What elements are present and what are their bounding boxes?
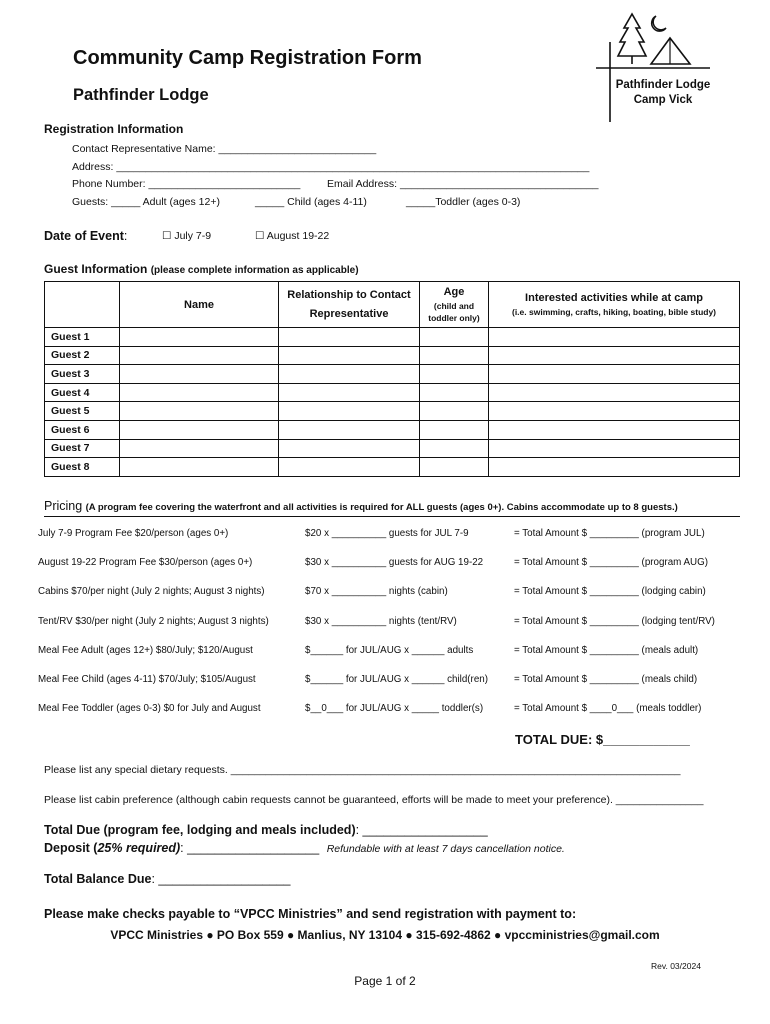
pricing-calculation[interactable]: $20 x __________ guests for JUL 7-9 [305,528,469,539]
header-age-sub2: toddler only) [428,313,480,323]
header-age-title: Age [443,286,465,298]
rep-name-field[interactable]: Contact Representative Name: ___________________________ [72,143,377,155]
guest-age-cell[interactable] [420,458,489,477]
guests-toddler-field[interactable]: _____Toddler (ages 0-3) [406,196,521,208]
guest-row [45,365,740,384]
pricing-description: July 7-9 Program Fee $20/person (ages 0+) [38,528,229,539]
event-label-text: Date of Event [44,229,124,243]
guest-age-cell[interactable] [420,439,489,458]
deposit-line: : ___________________ [180,841,320,855]
total-due[interactable]: TOTAL DUE: $____________ [515,732,690,747]
guest-relationship-cell[interactable] [279,346,420,365]
balance-line: : ___________________ [151,872,291,886]
guest-relationship-cell[interactable] [279,365,420,384]
page-title: Community Camp Registration Form [73,47,422,69]
pricing-description: Cabins $70/per night (July 2 nights; August 3 nights) [38,586,265,597]
event-option-july[interactable]: ☐ July 7-9 [162,230,212,242]
header-relationship [279,282,420,328]
guest-name-cell[interactable] [120,439,279,458]
guest-row [45,458,740,477]
guest-name-cell[interactable] [120,420,279,439]
deposit-label: Deposit ( [44,841,98,855]
guest-row-label: Guest 6 [45,420,120,439]
guest-relationship-cell[interactable] [279,439,420,458]
guest-age-cell[interactable] [420,365,489,384]
pricing-note: (A program fee covering the waterfront and all activities is required for ALL guests (ages 0+). Cabins accommodate up to 8 guests.) [85,502,678,513]
guest-age-cell[interactable] [420,346,489,365]
header-activities [489,282,740,328]
guest-name-cell[interactable] [120,328,279,347]
guest-row-label: Guest 5 [45,402,120,421]
event-date-label [44,229,127,243]
guest-row-label: Guest 3 [45,365,120,384]
pricing-title: Pricing [44,499,83,513]
guest-age-cell[interactable] [420,420,489,439]
logo-line-2: Camp Vick [633,94,693,106]
header-relationship-line1: Relationship to Contact [287,289,411,301]
guest-relationship-cell[interactable] [279,402,420,421]
guest-age-cell[interactable] [420,402,489,421]
summary-total-due[interactable] [44,823,488,837]
pricing-description: Meal Fee Adult (ages 12+) $80/July; $120/August [38,645,253,656]
guest-activities-cell[interactable] [489,402,740,421]
page-number: Page 1 of 2 [354,974,416,988]
guest-age-cell[interactable] [420,383,489,402]
pricing-total[interactable]: = Total Amount $ _________ (program AUG) [514,557,708,568]
dietary-request-field[interactable]: Please list any special dietary requests. _____________________________________________________________________________ [44,764,681,776]
guest-row [45,420,740,439]
cabin-preference-field[interactable]: Please list cabin preference (although cabin requests cannot be guaranteed, efforts will be made to meet your preference). _______________ [44,794,704,806]
guest-relationship-cell[interactable] [279,383,420,402]
guest-name-cell[interactable] [120,365,279,384]
guest-activities-cell[interactable] [489,383,740,402]
guest-row-label: Guest 2 [45,346,120,365]
guest-table [44,281,740,477]
pricing-calculation[interactable]: $30 x __________ nights (tent/RV) [305,616,457,627]
pricing-total[interactable]: = Total Amount $ _________ (lodging cabin) [514,586,706,597]
pricing-calculation[interactable]: $__0___ for JUL/AUG x _____ toddler(s) [305,703,484,714]
guest-info-heading [44,262,359,276]
summary-deposit[interactable] [44,841,565,855]
guest-row [45,402,740,421]
contact-info: VPCC Ministries ● PO Box 559 ● Manlius, NY 13104 ● 315-692-4862 ● vpccministries@gmail.com [110,928,660,942]
event-option-august[interactable]: ☐ August 19-22 [255,230,330,242]
guest-relationship-cell[interactable] [279,458,420,477]
event-colon: : [123,229,128,243]
pricing-description: Tent/RV $30/per night (July 2 nights; August 3 nights) [38,616,269,627]
header-relationship-line2: Representative [309,308,389,320]
logo-text [610,78,716,108]
pricing-description: August 19-22 Program Fee $30/person (ages 0+) [38,557,253,568]
header-age-sub1: (child and [433,301,475,311]
registration-heading: Registration Information [44,122,184,136]
deposit-note: Refundable with at least 7 days cancellation notice. [326,843,565,855]
header-name: Name [120,282,279,328]
deposit-percent: 25% required) [97,841,181,855]
address-field[interactable]: Address: _________________________________________________________________________________ [72,161,590,173]
pricing-total[interactable]: = Total Amount $ _________ (lodging tent/RV) [514,616,715,627]
guest-row-label: Guest 1 [45,328,120,347]
pricing-total[interactable]: = Total Amount $ _________ (meals child) [514,674,698,685]
guest-name-cell[interactable] [120,458,279,477]
pricing-calculation[interactable]: $30 x __________ guests for AUG 19-22 [305,557,484,568]
guest-activities-cell[interactable] [489,458,740,477]
guests-adult-field[interactable]: Guests: _____ Adult (ages 12+) [72,196,220,208]
guest-name-cell[interactable] [120,402,279,421]
pricing-calculation[interactable]: $______ for JUL/AUG x ______ child(ren) [305,674,488,685]
pricing-calculation[interactable]: $70 x __________ nights (cabin) [305,586,448,597]
header-blank [45,282,120,328]
guest-activities-cell[interactable] [489,365,740,384]
pricing-total[interactable]: = Total Amount $ _________ (program JUL) [514,528,705,539]
page-subtitle: Pathfinder Lodge [73,86,209,104]
email-field[interactable]: Email Address: __________________________________ [327,178,599,190]
guest-row [45,439,740,458]
guest-relationship-cell[interactable] [279,420,420,439]
guest-row [45,383,740,402]
pricing-total[interactable]: = Total Amount $ _________ (meals adult) [514,645,699,656]
guest-relationship-cell[interactable] [279,328,420,347]
guest-row-label: Guest 7 [45,439,120,458]
summary-total-due-label: Total Due (program fee, lodging and meals included) [44,823,356,837]
guest-activities-cell[interactable] [489,328,740,347]
pricing-description: Meal Fee Child (ages 4-11) $70/July; $105/August [38,674,256,685]
summary-total-due-line: : __________________ [355,823,488,837]
guest-info-title: Guest Information [44,262,148,276]
payment-instruction: Please make checks payable to “VPCC Ministries” and send registration with payment to: [44,907,577,921]
guest-row [45,346,740,365]
guest-row-label: Guest 8 [45,458,120,477]
guest-activities-cell[interactable] [489,420,740,439]
pricing-description: Meal Fee Toddler (ages 0-3) $0 for July and August [38,703,261,714]
logo-line-1: Pathfinder Lodge [615,79,711,91]
guest-activities-cell[interactable] [489,346,740,365]
guest-row [45,328,740,347]
revision-date: Rev. 03/2024 [651,961,701,971]
pricing-total[interactable]: = Total Amount $ ____0___ (meals toddler) [514,703,702,714]
header-activities-sub: (i.e. swimming, crafts, hiking, boating, bible study) [511,307,717,317]
summary-balance[interactable] [44,872,290,886]
guests-child-field[interactable]: _____ Child (ages 4-11) [255,196,367,208]
guest-age-cell[interactable] [420,328,489,347]
balance-label: Total Balance Due [44,872,152,886]
guest-name-cell[interactable] [120,383,279,402]
guest-info-note: (please complete information as applicable) [150,265,359,276]
guest-name-cell[interactable] [120,346,279,365]
guest-row-label: Guest 4 [45,383,120,402]
header-activities-title: Interested activities while at camp [525,292,703,304]
pricing-heading [44,499,740,517]
guest-activities-cell[interactable] [489,439,740,458]
header-age [420,282,489,328]
guest-table-header [45,282,740,328]
phone-field[interactable]: Phone Number: __________________________ [72,178,301,190]
pricing-calculation[interactable]: $______ for JUL/AUG x ______ adults [305,645,474,656]
